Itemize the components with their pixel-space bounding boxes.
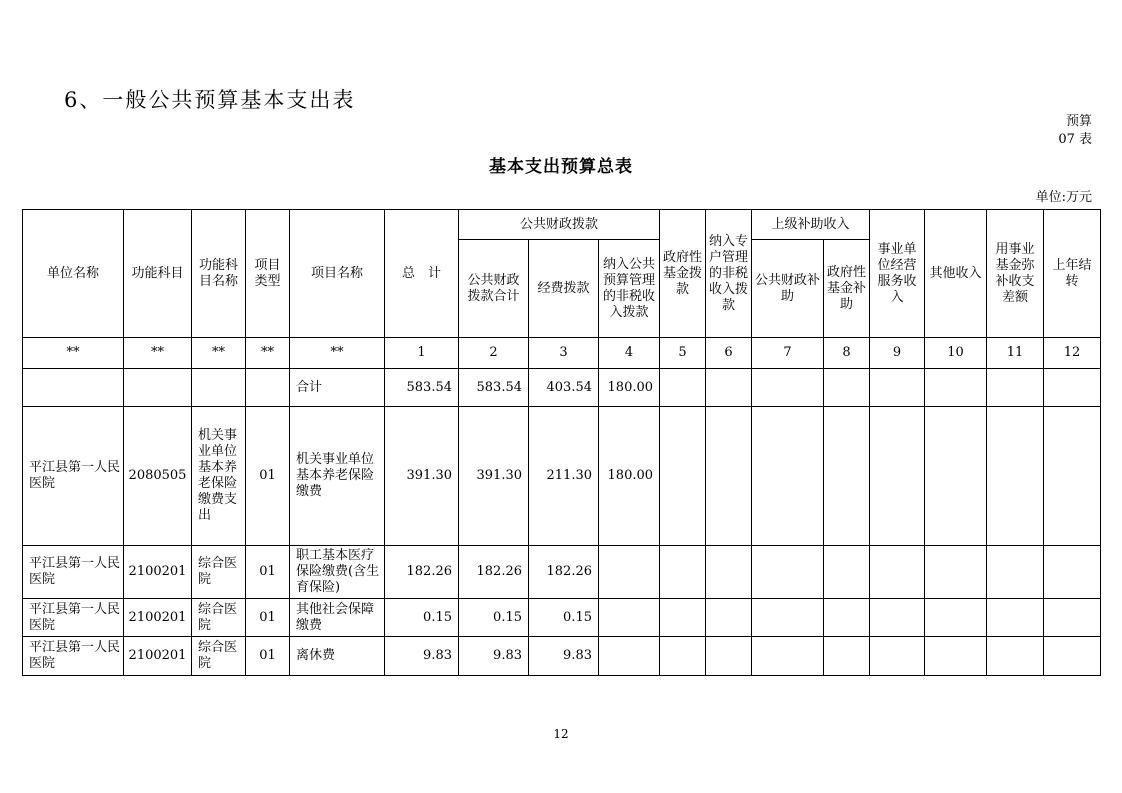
index-cell: 5	[660, 338, 706, 369]
total-col-2: 583.54	[459, 369, 529, 407]
row-col-3: 0.15	[529, 599, 599, 637]
header-special-nontax: 纳入专户管理的非税收入拨款	[706, 210, 752, 338]
row-col-4	[599, 599, 660, 637]
header-func-code: 功能科目	[124, 210, 192, 338]
header-unit-name: 单位名称	[23, 210, 124, 338]
table-row	[23, 637, 1101, 676]
row-func-name: 综合医院	[192, 637, 246, 676]
header-pf-total: 公共财政拨款合计	[459, 240, 529, 338]
row-type: 01	[246, 546, 290, 599]
index-cell: 11	[987, 338, 1044, 369]
index-row	[23, 338, 1101, 369]
total-col-4: 180.00	[599, 369, 660, 407]
row-col-2: 182.26	[459, 546, 529, 599]
row-col-3: 9.83	[529, 637, 599, 676]
row-type: 01	[246, 407, 290, 546]
form-code-line-1: 预算	[1065, 114, 1092, 129]
index-cell: 8	[824, 338, 870, 369]
row-col-2: 0.15	[459, 599, 529, 637]
row-func-code: 2100201	[124, 599, 192, 637]
row-func-name: 机关事业单位基本养老保险缴费支出	[192, 407, 246, 546]
row-unit: 平江县第一人民医院	[23, 599, 124, 637]
row-col-3: 182.26	[529, 546, 599, 599]
row-unit: 平江县第一人民医院	[23, 407, 124, 546]
index-cell: 10	[925, 338, 987, 369]
index-cell: 4	[599, 338, 660, 369]
row-col-1: 391.30	[385, 407, 459, 546]
total-row	[23, 369, 1101, 407]
header-proj-type: 项目类型	[246, 210, 290, 338]
form-code	[1058, 113, 1092, 149]
index-cell: 1	[385, 338, 459, 369]
row-col-1: 182.26	[385, 546, 459, 599]
row-func-name: 综合医院	[192, 599, 246, 637]
header-fund-offset: 用事业基金弥补收支差额	[987, 210, 1044, 338]
index-cell: 3	[529, 338, 599, 369]
table-title: 基本支出预算总表	[489, 157, 633, 177]
index-cell: **	[246, 338, 290, 369]
row-col-4	[599, 637, 660, 676]
row-unit: 平江县第一人民医院	[23, 546, 124, 599]
row-col-4: 180.00	[599, 407, 660, 546]
index-cell: **	[290, 338, 385, 369]
header-public-finance: 公共财政拨款	[459, 210, 660, 240]
row-type: 01	[246, 599, 290, 637]
row-func-name: 综合医院	[192, 546, 246, 599]
section-title: 6、一般公共预算基本支出表	[64, 88, 356, 112]
page-number: 12	[553, 727, 569, 741]
total-col-1: 583.54	[385, 369, 459, 407]
total-label: 合计	[290, 369, 385, 407]
unit-label: 单位:万元	[1035, 190, 1092, 205]
index-cell: 2	[459, 338, 529, 369]
header-superior-subsidy: 上级补助收入	[752, 210, 870, 240]
row-col-2: 9.83	[459, 637, 529, 676]
header-business-income: 事业单位经营服务收入	[870, 210, 925, 338]
row-unit: 平江县第一人民医院	[23, 637, 124, 676]
row-func-code: 2100201	[124, 637, 192, 676]
index-cell: **	[124, 338, 192, 369]
row-col-1: 0.15	[385, 599, 459, 637]
row-name: 离休费	[290, 637, 385, 676]
header-pf-funds: 经费拨款	[529, 240, 599, 338]
header-sub-public: 公共财政补助	[752, 240, 824, 338]
row-name: 机关事业单位基本养老保险缴费	[290, 407, 385, 546]
row-name: 职工基本医疗保险缴费(含生育保险)	[290, 546, 385, 599]
header-row-1	[23, 210, 1101, 240]
header-proj-name: 项目名称	[290, 210, 385, 338]
row-type: 01	[246, 637, 290, 676]
header-sub-gov: 政府性基金补助	[824, 240, 870, 338]
header-total: 总 计	[385, 210, 459, 338]
table-row	[23, 599, 1101, 637]
row-func-code: 2080505	[124, 407, 192, 546]
form-code-line-2: 07 表	[1058, 132, 1092, 147]
total-col-3: 403.54	[529, 369, 599, 407]
index-cell: 6	[706, 338, 752, 369]
row-col-1: 9.83	[385, 637, 459, 676]
header-gov-fund: 政府性基金拨款	[660, 210, 706, 338]
row-name: 其他社会保障缴费	[290, 599, 385, 637]
budget-table	[22, 209, 1101, 676]
row-func-code: 2100201	[124, 546, 192, 599]
row-col-4	[599, 546, 660, 599]
header-pf-nontax: 纳入公共预算管理的非税收入拨款	[599, 240, 660, 338]
table-row	[23, 546, 1101, 599]
header-carryover: 上年结转	[1044, 210, 1101, 338]
index-cell: 12	[1044, 338, 1101, 369]
index-cell: 9	[870, 338, 925, 369]
row-col-2: 391.30	[459, 407, 529, 546]
index-cell: **	[192, 338, 246, 369]
row-col-3: 211.30	[529, 407, 599, 546]
index-cell: **	[23, 338, 124, 369]
header-other-income: 其他收入	[925, 210, 987, 338]
index-cell: 7	[752, 338, 824, 369]
header-func-name: 功能科目名称	[192, 210, 246, 338]
table-row	[23, 407, 1101, 546]
